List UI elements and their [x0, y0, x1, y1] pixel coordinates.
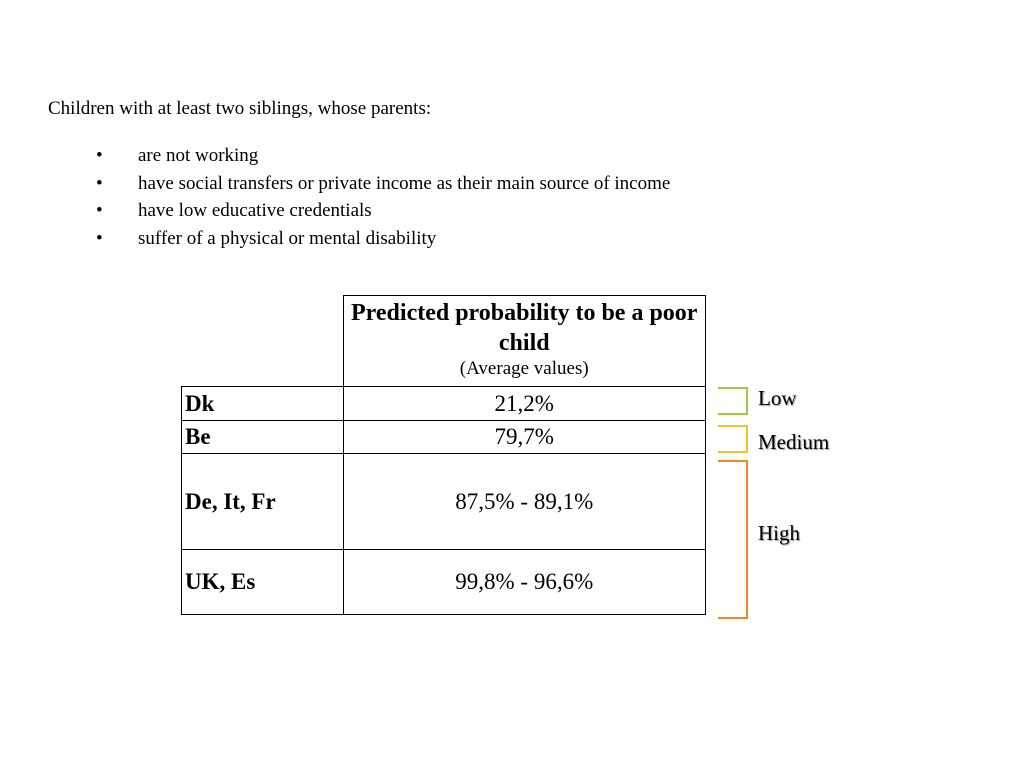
bullet-icon: •	[96, 145, 103, 166]
low-level-label: Low	[758, 386, 797, 410]
country-cell: Be	[182, 421, 344, 454]
country-cell: Dk	[182, 387, 344, 421]
probability-header: Predicted probability to be a poor child	[351, 300, 698, 356]
high-bracket-icon	[718, 460, 748, 619]
country-cell: UK, Es	[182, 550, 344, 615]
table-header-row	[182, 296, 706, 387]
intro-text: Children with at least two siblings, whose parents:	[48, 98, 432, 119]
list-item-text: are not working	[138, 145, 259, 166]
table-row	[182, 421, 706, 454]
medium-level-label: Medium	[758, 430, 830, 454]
bullet-icon: •	[96, 200, 103, 221]
value-cell: 21,2%	[343, 387, 706, 421]
country-cell: De, It, Fr	[182, 454, 344, 550]
value-cell: 79,7%	[343, 421, 706, 454]
bullet-icon: •	[96, 172, 103, 194]
table-row	[182, 387, 706, 421]
criteria-list	[0, 142, 670, 252]
probability-subheader: (Average values)	[459, 358, 589, 379]
list-item-text: suffer of a physical or mental disability	[138, 227, 437, 249]
probability-header-cell	[343, 296, 706, 387]
list-item-text: have low educative credentials	[138, 200, 372, 221]
medium-bracket-icon	[718, 425, 748, 453]
value-cell: 99,8% - 96,6%	[343, 550, 706, 615]
list-item	[0, 170, 670, 198]
list-item	[0, 197, 670, 225]
probability-table	[181, 295, 706, 615]
empty-header-cell	[182, 296, 344, 387]
bullet-icon: •	[96, 227, 103, 249]
high-level-label: High	[758, 521, 800, 545]
value-cell: 87,5% - 89,1%	[343, 454, 706, 550]
low-bracket-icon	[718, 387, 748, 415]
table-row	[182, 550, 706, 615]
list-item	[0, 142, 670, 170]
list-item	[0, 225, 670, 253]
table-row	[182, 454, 706, 550]
list-item-text: have social transfers or private income as their main source of income	[138, 172, 671, 194]
